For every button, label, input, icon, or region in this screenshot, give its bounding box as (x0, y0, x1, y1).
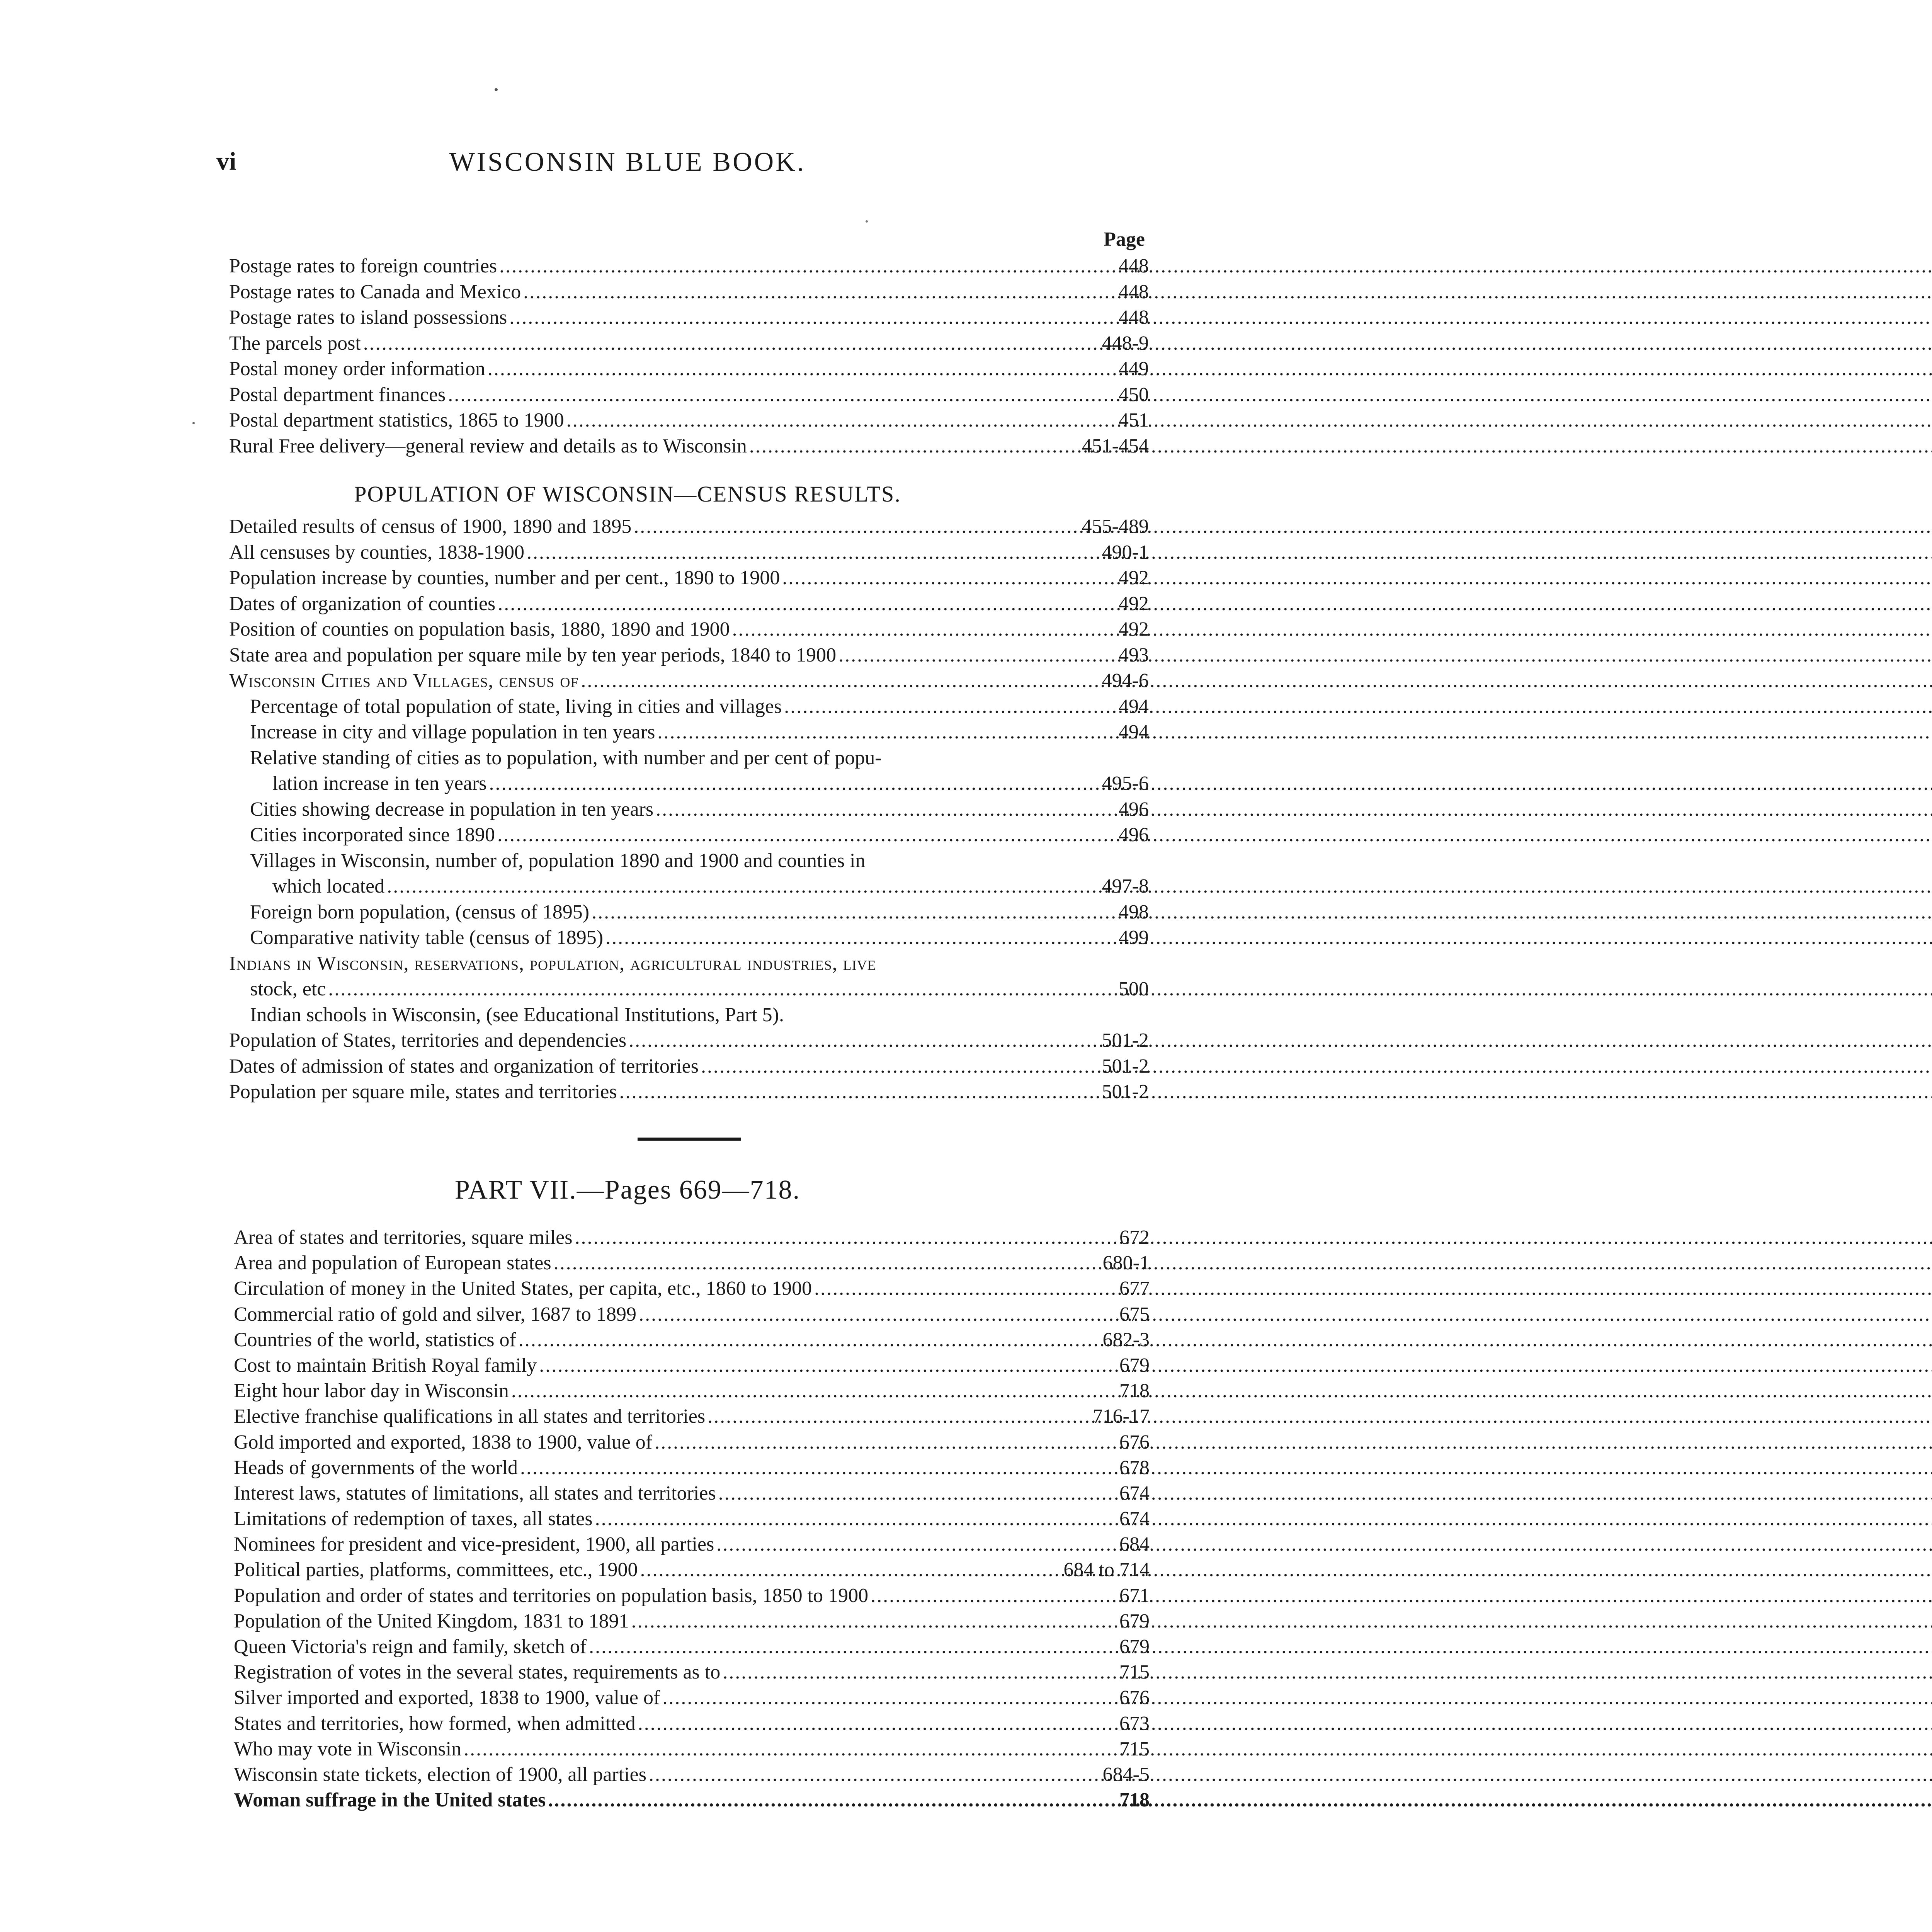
entry-page: 490-1 (1102, 541, 1149, 563)
toc-entry (229, 745, 1149, 771)
toc-entry (234, 1276, 1150, 1301)
toc-entry (229, 1054, 1149, 1080)
entry-title: Increase in city and village population in ten years (250, 721, 655, 743)
entry-title: Registration of votes in the several states, requirements as to (234, 1661, 721, 1684)
toc-entry (229, 694, 1149, 720)
leader-dots (516, 1327, 1086, 1353)
leader-dots (655, 719, 1085, 745)
toc-entry (229, 848, 1149, 874)
entry-title: Postal department statistics, 1865 to 1900 (229, 409, 564, 431)
entry-title: Comparative nativity table (census of 1895) (250, 927, 604, 949)
entry-title: All censuses by counties, 1838-1900 (229, 541, 525, 563)
leader-dots (638, 1557, 1064, 1583)
leader-dots (497, 253, 1085, 279)
entry-title: States and territories, how formed, when admitted (234, 1712, 636, 1735)
entry-page: 448 (1119, 281, 1149, 303)
entry-title: Cities incorporated since 1890 (250, 824, 495, 846)
toc-entry (229, 617, 1149, 643)
leader-dots (593, 1506, 1086, 1532)
toc-entry (229, 565, 1149, 591)
entry-title: Population per square mile, states and territories (229, 1081, 617, 1103)
leader-dots (720, 1660, 1086, 1685)
leader-dots (716, 1481, 1086, 1506)
entry-title: Population of States, territories and dependencies (229, 1029, 627, 1051)
entry-title: Postal department finances (229, 383, 446, 406)
toc-entry (229, 1028, 1149, 1054)
entry-title: stock, etc (250, 978, 326, 1000)
toc-entry (234, 1634, 1150, 1660)
entry-page: 684-5 (1102, 1763, 1150, 1786)
toc-entry (229, 434, 1149, 459)
entry-title: Dates of admission of states and organization of territories (229, 1055, 699, 1077)
entry-title: Cost to maintain British Royal family (234, 1354, 537, 1376)
leader-dots (509, 1378, 1086, 1404)
toc-entry (234, 1660, 1150, 1685)
toc-entry (234, 1430, 1150, 1455)
toc-entry (229, 331, 1149, 357)
leader-dots (617, 1079, 1085, 1105)
entry-title: lation increase in ten years (272, 772, 487, 794)
entry-page: 448 (1119, 306, 1149, 328)
leader-dots (461, 1736, 1086, 1762)
leader-dots (782, 694, 1085, 720)
entry-title: Woman suffrage in the United states (234, 1789, 546, 1811)
leader-dots (537, 1353, 1086, 1378)
postal-contents (229, 228, 1149, 459)
entry-title: Villages in Wisconsin, number of, population 1890 and 1900 and counties in (250, 849, 866, 872)
entry-page: 455-489 (1082, 515, 1149, 537)
entry-title: Population of the United Kingdom, 1831 to 1891 (234, 1610, 629, 1632)
entry-title: Postage rates to foreign countries (229, 255, 497, 277)
entry-title: Eight hour labor day in Wisconsin (234, 1380, 509, 1402)
entry-title: Percentage of total population of state, living in cities and villages (250, 695, 782, 718)
toc-entry (229, 797, 1149, 823)
leader-dots (546, 1787, 1086, 1813)
population-section-heading: POPULATION OF WISCONSIN—CENSUS RESULTS. (354, 481, 901, 507)
entry-page: 679 (1119, 1354, 1150, 1376)
entry-page: 492 (1119, 592, 1149, 615)
entry-title: Dates of organization of counties (229, 592, 496, 615)
leader-dots (626, 1028, 1085, 1054)
entry-title: Population increase by counties, number and per cent., 1890 to 1900 (229, 567, 780, 589)
leader-dots (780, 565, 1085, 591)
toc-entry (234, 1532, 1150, 1557)
entry-title: Gold imported and exported, 1838 to 1900, value of (234, 1431, 653, 1453)
leader-dots (518, 1455, 1086, 1481)
leader-dots (636, 1711, 1086, 1736)
toc-entry (229, 591, 1149, 617)
entry-page: 674 (1119, 1482, 1150, 1504)
leader-dots (636, 1302, 1086, 1327)
leader-dots (705, 1404, 1086, 1429)
ink-speck (495, 88, 498, 91)
entry-page: 499 (1119, 927, 1149, 949)
page-number: vi (216, 147, 236, 175)
part-heading: PART VII.—Pages 669—718. (454, 1175, 801, 1205)
entry-page: 501-2 (1102, 1029, 1149, 1051)
toc-entry (234, 1455, 1150, 1481)
leader-dots (495, 591, 1085, 617)
leader-dots (587, 1634, 1086, 1660)
entry-title: Postage rates to island possessions (229, 306, 507, 328)
entry-title: Postage rates to Canada and Mexico (229, 281, 521, 303)
toc-entry (234, 1557, 1150, 1583)
toc-entry (229, 643, 1149, 668)
entry-title: Detailed results of census of 1900, 1890 and 1895 (229, 515, 632, 537)
entry-page: 716-17 (1092, 1405, 1150, 1428)
entry-title: Wisconsin Cities and Villages, census of (229, 670, 579, 692)
toc-entry (234, 1787, 1150, 1813)
entry-page: 501-2 (1102, 1055, 1149, 1077)
toc-entry (229, 514, 1149, 540)
book-title: WISCONSIN BLUE BOOK. (449, 147, 806, 177)
toc-list (229, 514, 1149, 1105)
entry-page: 498 (1119, 901, 1149, 923)
ink-speck (866, 220, 868, 223)
entry-page: 676 (1119, 1687, 1150, 1709)
leader-dots (868, 1583, 1086, 1609)
toc-entry (229, 540, 1149, 566)
entry-title: Area and population of European states (234, 1252, 551, 1274)
entry-page: 494 (1119, 721, 1149, 743)
entry-page: 674 (1119, 1508, 1150, 1530)
entry-page: 494-6 (1102, 670, 1149, 692)
ink-speck (192, 422, 195, 424)
toc-entry (234, 1353, 1150, 1378)
leader-dots (521, 279, 1085, 305)
leader-dots (361, 331, 1085, 357)
entry-page: 495-6 (1102, 772, 1149, 794)
entry-title: Who may vote in Wisconsin (234, 1738, 462, 1760)
leader-dots (485, 356, 1085, 382)
leader-dots (714, 1532, 1086, 1557)
entry-title: Rural Free delivery—general review and details as to Wisconsin (229, 435, 747, 457)
entry-title: Indians in Wisconsin, reservations, population, agricultural industries, live (229, 952, 876, 975)
entry-title: Area of states and territories, square miles (234, 1226, 573, 1248)
entry-title: Foreign born population, (census of 1895) (250, 901, 590, 923)
entry-page: 448 (1119, 255, 1149, 277)
toc-entry (229, 771, 1149, 797)
entry-page: 494 (1119, 695, 1149, 718)
entry-page: 684 (1119, 1533, 1150, 1556)
entry-page: 449 (1119, 358, 1149, 380)
toc-entry (234, 1711, 1150, 1736)
toc-entry (234, 1481, 1150, 1506)
section-divider (638, 1138, 741, 1141)
entry-page: 493 (1119, 644, 1149, 666)
toc-entry (229, 822, 1149, 848)
entry-title: Interest laws, statutes of limitations, all states and territories (234, 1482, 716, 1504)
entry-page: 448-9 (1102, 332, 1149, 354)
leader-dots (326, 976, 1085, 1002)
leader-dots (589, 900, 1085, 925)
toc-entry (229, 925, 1149, 951)
entry-title: Circulation of money in the United States, per capita, etc., 1860 to 1900 (234, 1277, 812, 1300)
entry-page: 679 (1119, 1610, 1150, 1632)
entry-page: 497-8 (1102, 875, 1149, 897)
page-column-label: Page (1104, 228, 1145, 250)
toc-entry (229, 900, 1149, 925)
entry-page: 496 (1119, 824, 1149, 846)
leader-dots (631, 514, 1082, 540)
entry-page: 451-454 (1082, 435, 1149, 457)
toc-entry (229, 1079, 1149, 1105)
population-contents (229, 514, 1149, 1105)
entry-title: The parcels post (229, 332, 361, 354)
toc-entry (229, 951, 1149, 977)
entry-title: Position of counties on population basis, 1880, 1890 and 1900 (229, 618, 730, 640)
toc-entry (234, 1404, 1150, 1429)
entry-page: 715 (1119, 1661, 1150, 1684)
entry-title: Population and order of states and territories on population basis, 1850 to 1900 (234, 1584, 869, 1607)
entry-page: 496 (1119, 798, 1149, 820)
entry-title: Postal money order information (229, 358, 485, 380)
entry-page: 673 (1119, 1712, 1150, 1735)
toc-entry (229, 668, 1149, 694)
entry-page: 678 (1119, 1456, 1150, 1479)
leader-dots (646, 1762, 1086, 1787)
leader-dots (551, 1250, 1086, 1276)
entry-title: Silver imported and exported, 1838 to 1900, value of (234, 1687, 660, 1709)
leader-dots (730, 617, 1085, 643)
toc-entry (229, 253, 1149, 279)
entry-title: Nominees for president and vice-president, 1900, all parties (234, 1533, 714, 1556)
entry-title: Cities showing decrease in population in ten years (250, 798, 654, 820)
leader-dots (652, 1430, 1086, 1455)
entry-page: 718 (1119, 1380, 1150, 1402)
toc-list (234, 1225, 1150, 1813)
leader-dots (578, 668, 1085, 694)
entry-title: Relative standing of cities as to population, with number and per cent of popu- (250, 747, 882, 769)
entry-page: 679 (1119, 1636, 1150, 1658)
running-head (0, 147, 1255, 193)
leader-dots (495, 822, 1085, 848)
leader-dots (812, 1276, 1086, 1301)
toc-entry (234, 1302, 1150, 1327)
toc-entry (234, 1378, 1150, 1404)
entry-page: 677 (1119, 1277, 1150, 1300)
toc-entry (234, 1250, 1150, 1276)
entry-page: 451 (1119, 409, 1149, 431)
toc-entry (234, 1685, 1150, 1711)
toc-entry (229, 305, 1149, 331)
entry-page: 682-3 (1102, 1328, 1150, 1351)
entry-title: Queen Victoria's reign and family, sketch of (234, 1636, 587, 1658)
entry-page: 680-1 (1102, 1252, 1150, 1274)
toc-entry (229, 356, 1149, 382)
entry-page: 676 (1119, 1431, 1150, 1453)
leader-dots (564, 408, 1085, 434)
toc-entry (234, 1327, 1150, 1353)
entry-page: 501-2 (1102, 1081, 1149, 1103)
entry-title: Political parties, platforms, committees, etc., 1900 (234, 1559, 638, 1581)
toc-entry (234, 1762, 1150, 1787)
entry-title: Commercial ratio of gold and silver, 1687 to 1899 (234, 1303, 637, 1325)
toc-entry (229, 874, 1149, 900)
leader-dots (747, 434, 1082, 459)
toc-entry (229, 382, 1149, 408)
leader-dots (603, 925, 1085, 951)
entry-page: 675 (1119, 1303, 1150, 1325)
leader-dots (653, 797, 1085, 823)
entry-page: 500 (1119, 978, 1149, 1000)
entry-page: 450 (1119, 383, 1149, 406)
entry-title: Countries of the world, statistics of (234, 1328, 516, 1351)
leader-dots (446, 382, 1085, 408)
entry-title: Elective franchise qualifications in all states and territories (234, 1405, 706, 1428)
entry-title: Limitations of redemption of taxes, all states (234, 1508, 593, 1530)
toc-entry (229, 408, 1149, 434)
leader-dots (660, 1685, 1086, 1711)
toc-entry (234, 1736, 1150, 1762)
leader-dots (507, 305, 1085, 331)
entry-page: 718 (1119, 1789, 1150, 1811)
entry-page: 671 (1119, 1584, 1150, 1607)
entry-page: 672 (1119, 1226, 1150, 1248)
entry-page: 684 to 714 (1063, 1559, 1150, 1581)
entry-page: 492 (1119, 618, 1149, 640)
entry-page: 715 (1119, 1738, 1150, 1760)
toc-entry (229, 1002, 1149, 1028)
part7-contents (234, 1225, 1150, 1813)
toc-entry (234, 1609, 1150, 1634)
leader-dots (699, 1054, 1085, 1080)
entry-title: State area and population per square mile by ten year periods, 1840 to 1900 (229, 644, 837, 666)
leader-dots (629, 1609, 1086, 1634)
entry-title: which located (272, 875, 385, 897)
leader-dots (524, 540, 1085, 566)
leader-dots (572, 1225, 1086, 1250)
leader-dots (384, 874, 1085, 900)
entry-title: Heads of governments of the world (234, 1456, 518, 1479)
toc-entry (234, 1583, 1150, 1609)
entry-title: Wisconsin state tickets, election of 1900, all parties (234, 1763, 646, 1786)
toc-entry (229, 976, 1149, 1002)
toc-entry (229, 719, 1149, 745)
leader-dots (836, 643, 1085, 668)
toc-entry (234, 1506, 1150, 1532)
leader-dots (486, 771, 1085, 797)
toc-entry (229, 279, 1149, 305)
entry-title: Indian schools in Wisconsin, (see Educational Institutions, Part 5). (250, 1003, 784, 1026)
toc-list (229, 253, 1149, 459)
toc-entry (234, 1225, 1150, 1250)
entry-page: 492 (1119, 567, 1149, 589)
